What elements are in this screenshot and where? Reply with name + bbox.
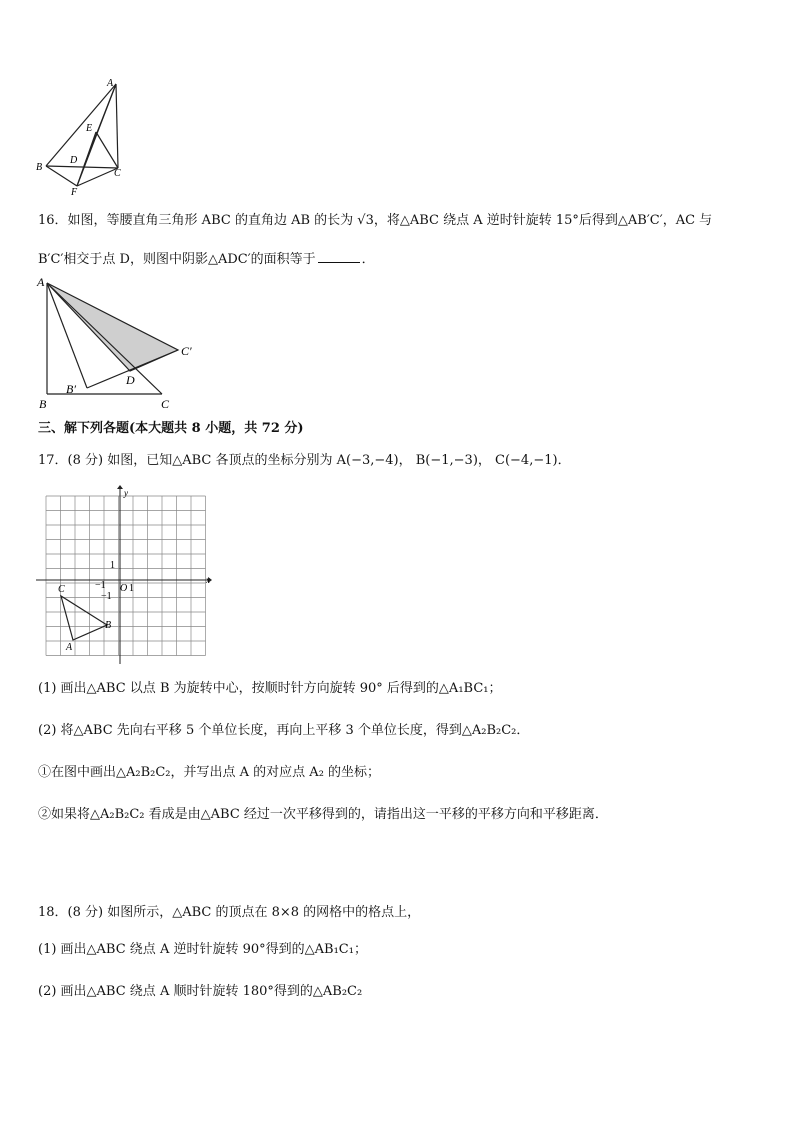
answer-blank [318, 250, 360, 263]
fig15-label-e: E [86, 123, 93, 134]
q16-number: 16． [38, 213, 68, 228]
fig15-label-a: A [107, 78, 114, 89]
q17-header: 17．(8 分) 如图，已知△ABC 各顶点的坐标分别为 A(−3,−4)， B(−1,−3)， C(−4,−1)． [38, 453, 571, 468]
tick-label-neg-one-y: −1 [101, 591, 112, 602]
tick-label-one-x: 1 [129, 583, 134, 594]
tick-label-one-y: 1 [110, 560, 115, 571]
q16-text-line2: B′C′相交于点 D，则图中阴影△ADC′的面积等于 [38, 252, 316, 267]
fig16-label-bp: B′ [66, 382, 76, 396]
figure-q15 [34, 74, 134, 198]
grid-label-a: A [66, 642, 73, 653]
fig15-label-c: C [114, 168, 121, 179]
q17-sub2: ②如果将△A₂B₂C₂ 看成是由△ABC 经过一次平移得到的，请指出这一平移的平移方向和平移距离． [38, 807, 608, 822]
grid-label-c: C [58, 584, 65, 595]
grid-label-b: B [105, 620, 112, 631]
figure-q16 [34, 272, 214, 412]
fig16-label-b: B [39, 397, 47, 411]
section-3-heading: 三、解下列各题(本大题共 8 小题，共 72 分) [38, 421, 304, 436]
fig15-label-d: D [70, 155, 78, 166]
axis-label-y: y [124, 488, 128, 498]
fig15-label-b: B [36, 162, 43, 173]
q16-line2 [38, 250, 375, 269]
coordinate-grid-q17 [34, 484, 214, 668]
fig16-label-d: D [126, 373, 135, 387]
fig16-label-a: A [37, 275, 45, 289]
q18-part2: (2) 画出△ABC 绕点 A 顺时针旋转 180°得到的△AB₂C₂ [38, 984, 363, 999]
q17-part1: (1) 画出△ABC 以点 B 为旋转中心，按顺时针方向旋转 90° 后得到的△A₁BC₁； [38, 681, 502, 696]
tick-label-neg-one-x: −1 [95, 580, 106, 591]
axis-label-x: x [206, 575, 210, 585]
q18-header: 18．(8 分) 如图所示，△ABC 的顶点在 8×8 的网格中的格点上， [38, 905, 421, 920]
q16-line2-end: ． [361, 252, 375, 267]
q16-text-line1: 如图，等腰直角三角形 ABC 的直角边 AB 的长为 √3，将△ABC 绕点 A 逆时针旋转 15°后得到△AB′C′，AC 与 [67, 213, 713, 228]
q17-sub1: ①在图中画出△A₂B₂C₂，并写出点 A 的对应点 A₂ 的坐标； [38, 765, 381, 780]
q18-part1: (1) 画出△ABC 绕点 A 逆时针旋转 90°得到的△AB₁C₁； [38, 942, 367, 957]
triangle-abc [61, 596, 107, 640]
fig16-label-cp: C′ [181, 344, 192, 358]
fig16-label-c: C [161, 397, 170, 411]
q16-line1 [38, 212, 712, 230]
q17-part2: (2) 将△ABC 先向右平移 5 个单位长度，再向上平移 3 个单位长度，得到△A₂B₂C₂． [38, 723, 530, 738]
origin-label: O [120, 583, 128, 594]
fig15-label-f: F [71, 187, 78, 198]
